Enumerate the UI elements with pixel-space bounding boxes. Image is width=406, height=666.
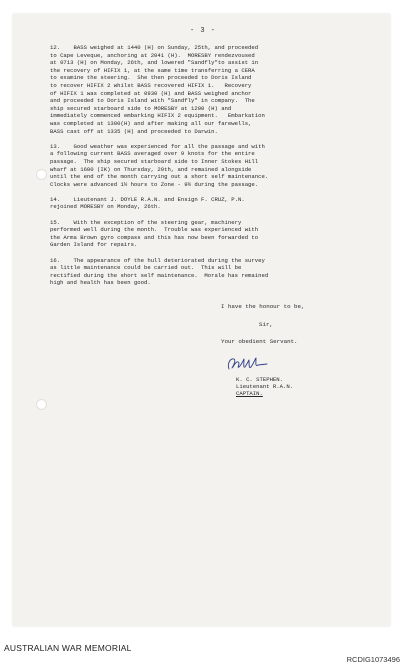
archive-footer — [0, 634, 406, 666]
text-line: 13. Good weather was experienced for all the passage and with — [50, 142, 265, 150]
text-line: until the end of the month carrying out a short self maintenance. — [50, 173, 269, 181]
text-line: wharf at 1600 (IK) on Thursday, 29th, and remained alongside — [50, 165, 252, 173]
text-line: a following current BASS averaged over 9 knots for the entire — [50, 150, 255, 158]
paragraph-12 — [50, 44, 368, 135]
institution-label: AUSTRALIAN WAR MEMORIAL — [4, 643, 132, 653]
text-line: to examine the steering. She then proceeded to Doris Island — [50, 74, 252, 82]
text-line: 16. The appearance of the hull deteriorated during the survey — [50, 256, 265, 264]
letter-closing — [221, 303, 305, 346]
text-line: 12. BASS weighed at 1440 (H) on Sunday, 25th, and proceeded — [50, 44, 259, 51]
text-line: performed well during the month. Trouble was experienced with — [50, 226, 259, 234]
paragraph-14 — [50, 196, 368, 211]
signature-block — [236, 376, 293, 397]
signatory-name: K. C. STEPHEN. — [236, 376, 283, 383]
text-line: rectified during the short self maintenance. Morale has remained — [50, 271, 269, 279]
text-line: as little maintenance could be carried out. This will be — [50, 264, 242, 272]
text-line: at 0713 (H) on Monday, 26th, and lowered "Sandfly"to assist in — [50, 59, 259, 67]
text-line: to recover HIFIX 2 whilst BASS recovered HIFIX 1. Recovery — [50, 81, 252, 89]
text-line: and proceeded to Doris Island with "Sandfly" in company. The — [50, 97, 255, 105]
closing-salutation: Sir, — [259, 320, 273, 328]
text-line: to Cape Leveque, anchoring at 2041 (H). MORESBY rendezvoused — [50, 51, 255, 59]
text-line: Clocks were advanced 1½ hours to Zone - 9½ during the passage. — [50, 180, 259, 188]
text-line: rejoined MORESBY on Monday, 26th. — [50, 203, 161, 211]
text-line: ship secured starboard side to MORESBY at 1200 (H) and — [50, 104, 232, 112]
text-line: the Arma Brown gyro compass and this has now been forwarded to — [50, 233, 259, 241]
text-line: 15. With the exception of the steering gear, machinery — [50, 218, 242, 226]
text-line: 14. Lieutenant J. DOYLE R.A.N. and Ensign F. CRUZ, P.N. — [50, 195, 245, 203]
text-line: immediately commenced embarking HIFIX 2 equipment. Embarkation — [50, 112, 265, 120]
text-line: high and health has been good. — [50, 279, 151, 287]
handwritten-signature — [225, 355, 271, 373]
closing-servant: Your obedient Servant. — [221, 338, 298, 346]
paragraph-16 — [50, 257, 368, 287]
punch-hole — [36, 399, 47, 410]
punch-hole — [36, 169, 47, 180]
closing-honour: I have the honour to be, — [221, 303, 305, 310]
record-id: RCDIG1073496 — [346, 655, 400, 664]
signatory-title: CAPTAIN. — [236, 390, 263, 397]
paragraph-15 — [50, 219, 368, 249]
text-line: was completed at 1300(H) and after making all our farewells, — [50, 119, 252, 127]
text-line: Garden Island for repairs. — [50, 241, 138, 249]
text-line: passage. The ship secured starboard side to Inner Stokes Hill — [50, 157, 259, 165]
text-line: the recovery of HIFIX 1, at the same time transferring a CERA — [50, 66, 255, 74]
paragraph-13 — [50, 143, 368, 189]
letter-body — [50, 44, 368, 295]
page-number: - 3 - — [189, 27, 216, 35]
text-line: BASS cast off at 1335 (H) and proceeded to Darwin. — [50, 127, 218, 135]
text-line: of HIFIX 1 was completed at 0930 (H) and BASS weighed anchor — [50, 89, 252, 97]
signatory-rank: Lieutenant R.A.N. — [236, 383, 294, 390]
